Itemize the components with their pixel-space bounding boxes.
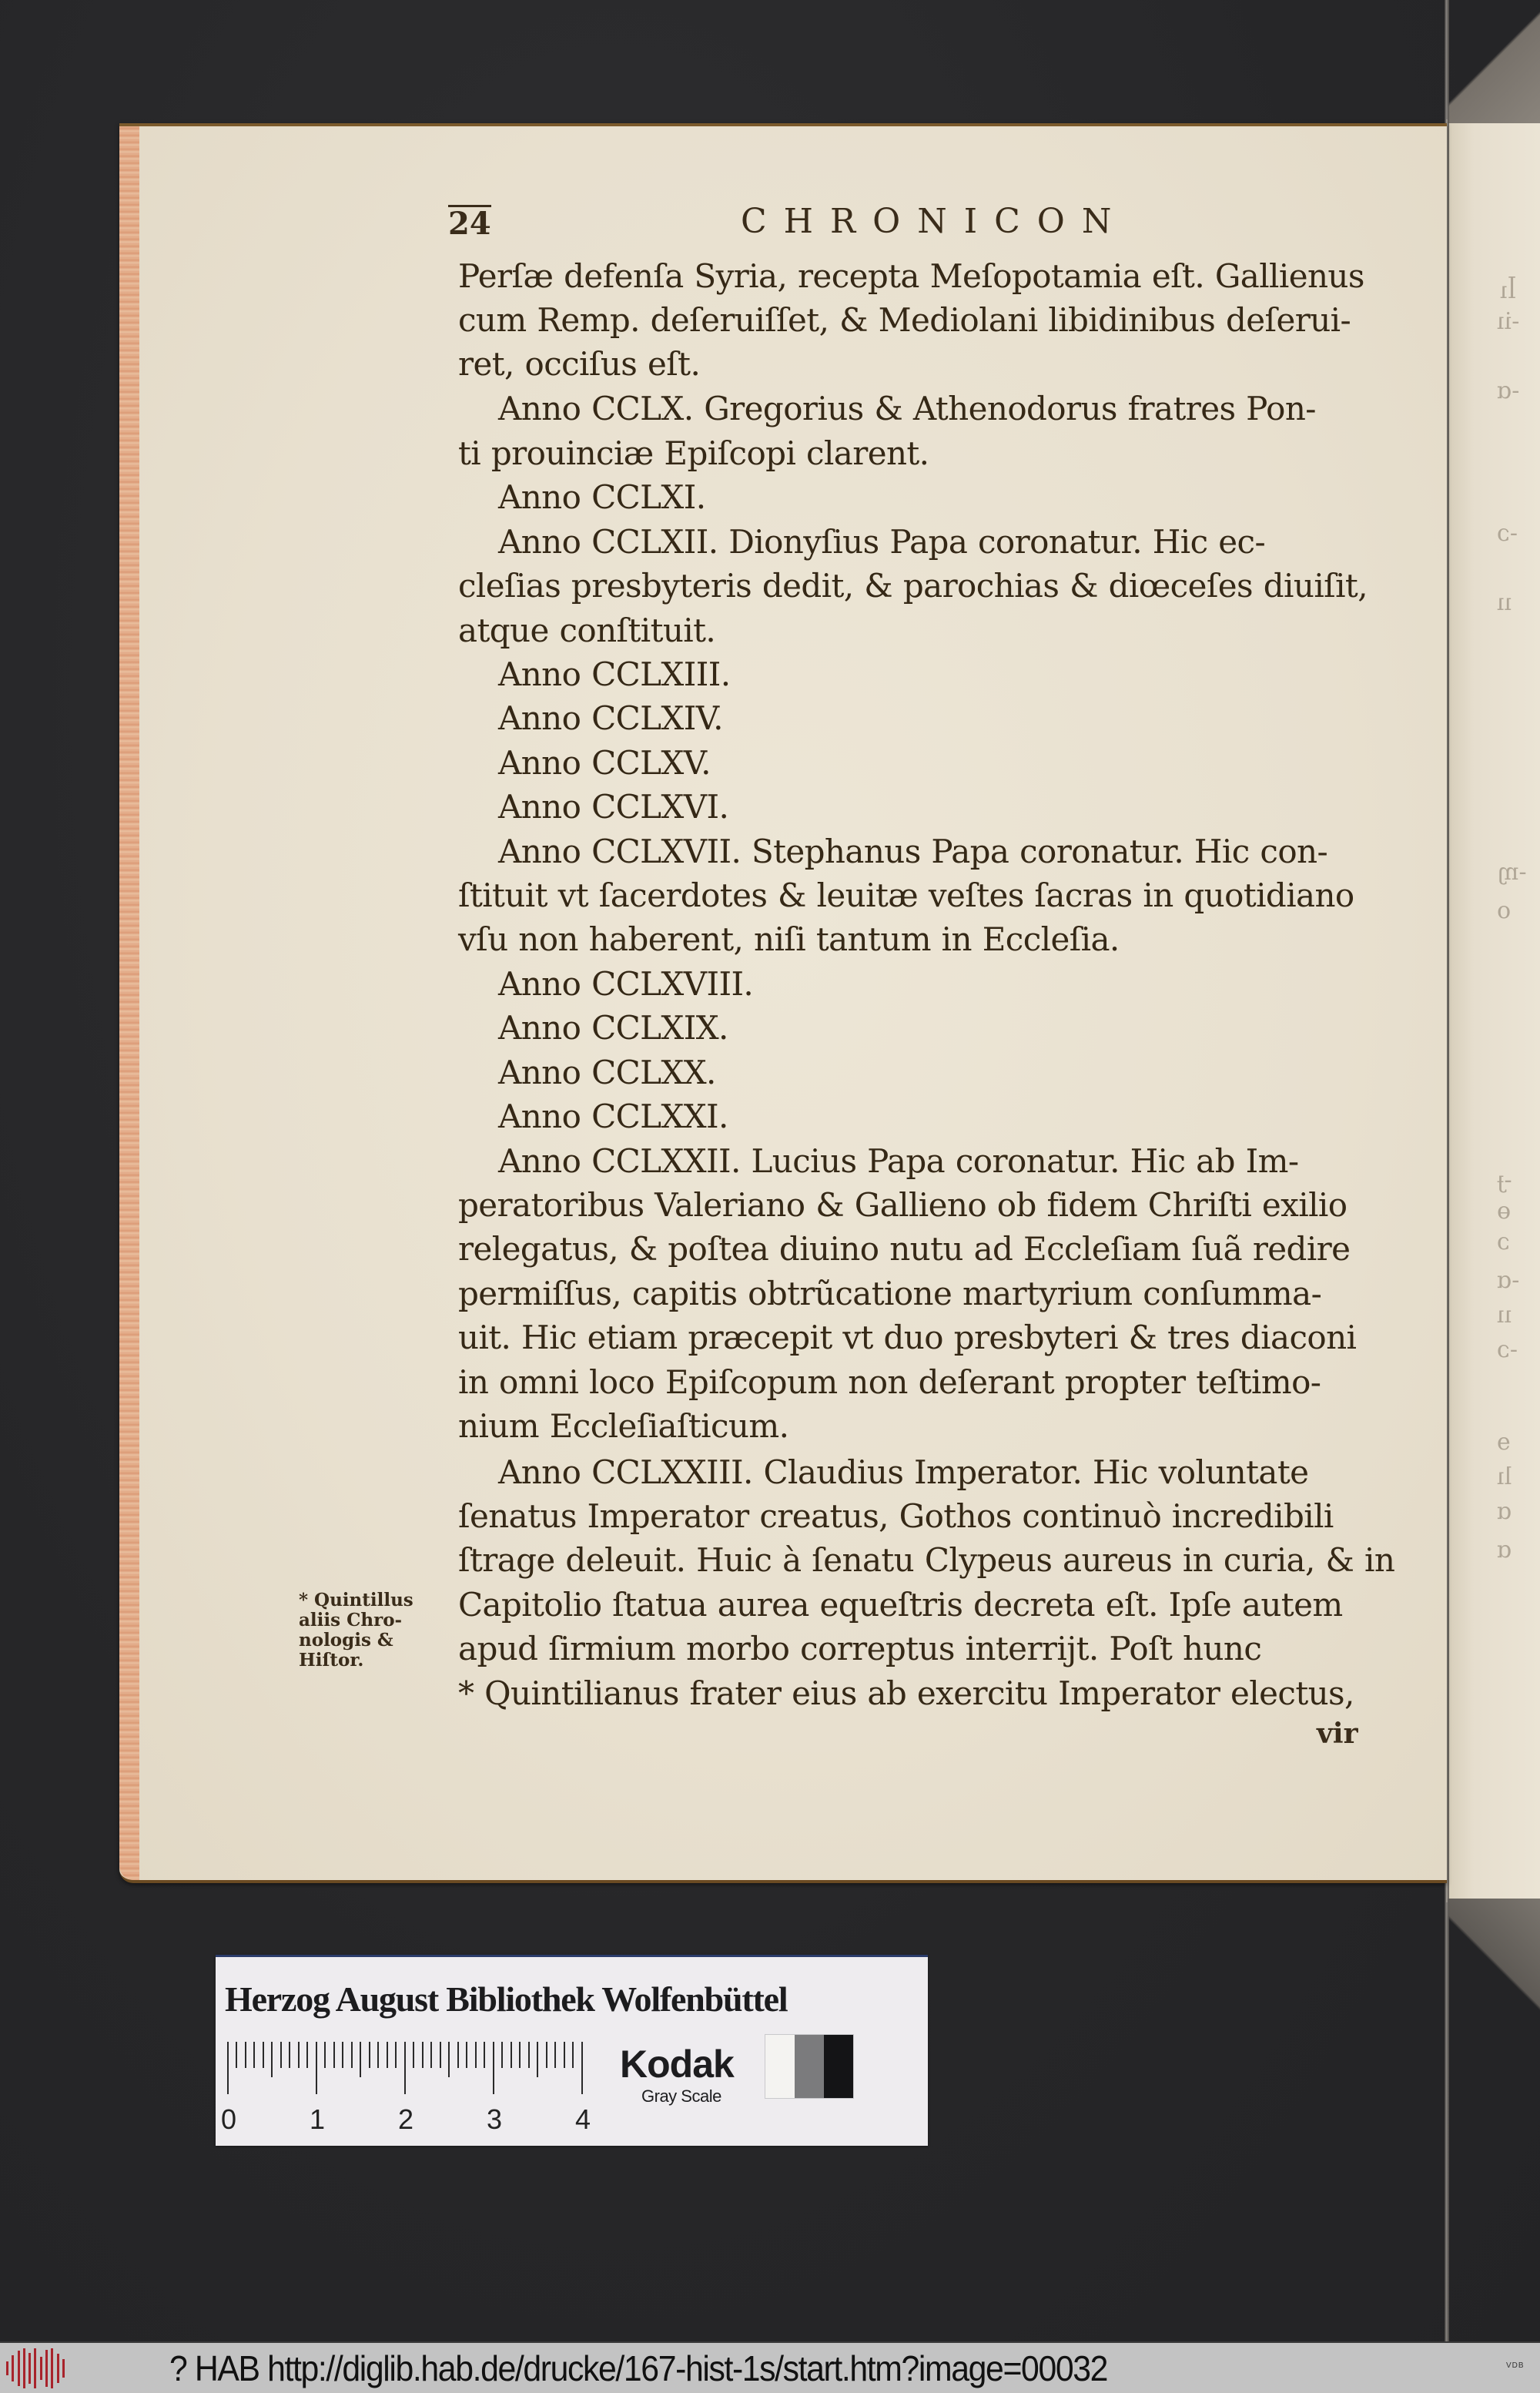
ruler-tick	[440, 2042, 441, 2068]
gray-scale-swatches	[765, 2034, 854, 2099]
ruler-tick	[466, 2042, 467, 2068]
text-line: cum Remp. deſeruiſſet, & Mediolani libidinibus deſerui-	[458, 301, 1351, 339]
text-line: ret, occiſus eſt.	[458, 345, 701, 383]
ruler-tick	[395, 2042, 397, 2068]
text-line: vſu non haberent, niſi tantum in Eccleſia.	[458, 920, 1120, 958]
ruler-tick	[430, 2042, 432, 2068]
facing-page-shadow	[1448, 0, 1540, 123]
ruler-tick	[448, 2042, 450, 2077]
marginal-note-line: Hiſtor.	[299, 1650, 364, 1671]
ruler-label: 0	[220, 2103, 237, 2135]
text-line: Perſæ defenſa Syria, recepta Meſopotamia eſt. Gallienus	[458, 257, 1364, 295]
color-calibration-card	[216, 1955, 928, 2146]
ruler-tick	[475, 2042, 477, 2068]
show-through-text: lı	[1497, 1463, 1512, 1490]
footer-bar	[0, 2341, 1540, 2393]
show-through-text: -ɑ	[1497, 1267, 1520, 1294]
ruler-tick	[387, 2042, 388, 2068]
ruler-tick	[484, 2042, 485, 2068]
show-through-text: ɘ	[1497, 1429, 1511, 1456]
white-swatch	[765, 2035, 795, 2098]
show-through-text: -ɱ	[1497, 859, 1527, 886]
ruler-tick	[404, 2042, 406, 2094]
ruler-tick	[227, 2042, 229, 2094]
source-url: ? HAB http://diglib.hab.de/drucke/167-hist-1s/start.htm?image=00032	[169, 2348, 1108, 2388]
ruler-tick	[537, 2042, 538, 2077]
text-line: Anno CCLXVII. Stephanus Papa coronatur. Hic con-	[498, 833, 1328, 870]
ruler-tick	[351, 2042, 353, 2068]
text-line: Anno CCLXXII. Lucius Papa coronatur. Hic ab Im-	[498, 1142, 1299, 1180]
kodak-logo: Kodak	[620, 2043, 734, 2086]
text-line: nium Eccleſiaſticum.	[458, 1407, 789, 1445]
text-line: Anno CCLXIX.	[498, 1009, 728, 1047]
text-line: ti prouinciæ Epiſcopi clarent.	[458, 434, 929, 472]
ruler-label: 2	[397, 2103, 414, 2135]
ruler-tick	[554, 2042, 556, 2068]
ruler-tick	[245, 2042, 246, 2068]
show-through-text: ıı	[1497, 589, 1512, 616]
ruler-tick	[263, 2042, 264, 2068]
show-through-text: -ɟ	[1497, 1167, 1512, 1194]
ruler-tick	[546, 2042, 547, 2068]
catchword: vir	[1317, 1718, 1358, 1750]
ruler-tick	[572, 2042, 574, 2068]
marginal-note-line: nologis &	[299, 1630, 393, 1651]
library-name: Herzog August Bibliothek Wolfenbüttel	[225, 1979, 788, 2019]
ruler-tick	[564, 2042, 565, 2068]
ruler-tick	[377, 2042, 379, 2068]
running-head	[448, 202, 1380, 248]
text-line: Anno CCLXIII.	[498, 655, 731, 693]
show-through-text: -ɔ	[1497, 520, 1518, 547]
text-line: in omni loco Epiſcopum non deſerant propter teſtimo-	[458, 1363, 1321, 1401]
text-line: Anno CCLXVI.	[498, 788, 729, 826]
show-through-text: -ɑ	[1497, 377, 1520, 404]
text-line: relegatus, & poſtea diuino nutu ad Eccleſiam ſuã redire	[458, 1230, 1351, 1268]
ruler-tick	[333, 2042, 335, 2068]
ruler-label: 1	[309, 2103, 326, 2135]
text-line: uit. Hic etiam præcepit vt duo presbyteri & tres diaconi	[458, 1319, 1357, 1356]
show-through-text: o	[1497, 897, 1512, 924]
text-line: Anno CCLXX.	[498, 1054, 716, 1091]
ruler	[220, 2042, 591, 2135]
page-number: 24	[448, 206, 491, 242]
text-line: Anno CCLXXI.	[498, 1098, 728, 1135]
show-through-text: ıı	[1497, 1302, 1512, 1329]
text-line: permiſſus, capitis obtrũcatione martyrium conſumma-	[458, 1275, 1322, 1312]
text-line: Anno CCLXI.	[498, 478, 706, 516]
marginal-note-line: aliis Chro-	[299, 1610, 403, 1631]
text-line: Capitolio ſtatua aurea equeſtris decreta eſt. Ipſe autem	[458, 1586, 1343, 1624]
text-line: Anno CCLXXIII. Claudius Imperator. Hic voluntate	[498, 1453, 1309, 1491]
text-line: apud ſirmium morbo correptus interrijt. Poſt hunc	[458, 1630, 1262, 1667]
text-line: Anno CCLXIV.	[498, 699, 723, 737]
ruler-tick	[271, 2042, 273, 2077]
ruler-tick	[236, 2042, 237, 2068]
facing-page-edge	[1446, 119, 1540, 1902]
ruler-tick	[342, 2042, 343, 2068]
hab-logo-icon	[6, 2348, 65, 2389]
ruler-tick	[422, 2042, 424, 2068]
ruler-tick	[519, 2042, 521, 2068]
ruler-tick	[511, 2042, 512, 2068]
black-swatch	[824, 2035, 853, 2098]
text-line: Anno CCLX. Gregorius & Athenodorus fratres Pon-	[498, 390, 1316, 427]
ruler-tick	[501, 2042, 503, 2068]
show-through-text: -ɔ	[1497, 1336, 1518, 1363]
ruler-tick	[324, 2042, 326, 2068]
text-line: ſenatus Imperator creatus, Gothos continuò incredibili	[458, 1497, 1334, 1535]
show-through-text: ɑ	[1497, 1537, 1512, 1563]
marginal-note	[299, 1590, 453, 1671]
ruler-tick	[360, 2042, 361, 2077]
text-line: Anno CCLXII. Dionyſius Papa coronatur. Hic ec-	[498, 523, 1266, 561]
show-through-text: ɔ	[1497, 1228, 1510, 1255]
text-line: * Quintilianus frater eius ab exercitu Imperator electus,	[458, 1674, 1354, 1712]
ruler-tick	[457, 2042, 459, 2068]
ruler-tick	[581, 2042, 583, 2094]
ruler-label: 4	[574, 2103, 591, 2135]
show-through-text: -iı	[1497, 308, 1520, 335]
show-through-text: ɵ	[1497, 1198, 1512, 1225]
ruler-tick	[528, 2042, 530, 2068]
text-line: atque conſtituit.	[458, 612, 716, 649]
ruler-tick	[280, 2042, 282, 2068]
footer-mark: VDB	[1506, 2361, 1525, 2370]
text-line: ſtituit vt ſacerdotes & leuitæ veſtes ſacras in quotidiano	[458, 876, 1354, 914]
ruler-label: 3	[486, 2103, 503, 2135]
ruler-tick	[316, 2042, 317, 2094]
ruler-tick	[298, 2042, 300, 2068]
kodak-subtitle: Gray Scale	[641, 2086, 721, 2106]
ruler-tick	[413, 2042, 414, 2068]
facing-page-shadow	[1448, 1899, 1540, 2022]
marginal-note-line: * Quintillus	[299, 1590, 413, 1610]
ruler-tick	[493, 2042, 494, 2094]
gray-swatch	[795, 2035, 824, 2098]
show-through-text: ɑ	[1497, 1498, 1512, 1525]
ruler-tick	[289, 2042, 290, 2068]
text-line: Anno CCLXVIII.	[498, 965, 754, 1003]
text-line: peratoribus Valeriano & Gallieno ob fidem Chriſti exilio	[458, 1186, 1348, 1224]
text-line: ſtrage deleuit. Huic à ſenatu Clypeus aureus in curia, & in	[458, 1541, 1395, 1579]
page-title: CHRONICON	[741, 202, 1129, 241]
text-line: Anno CCLXV.	[498, 744, 711, 782]
red-page-edge	[119, 126, 139, 1880]
ruler-tick	[253, 2042, 255, 2068]
show-through-text: ꟾı	[1500, 277, 1517, 304]
ruler-tick	[369, 2042, 370, 2068]
text-line: cleſias presbyteris dedit, & parochias & diœceſes diuiſit,	[458, 567, 1368, 605]
ruler-tick	[306, 2042, 308, 2068]
